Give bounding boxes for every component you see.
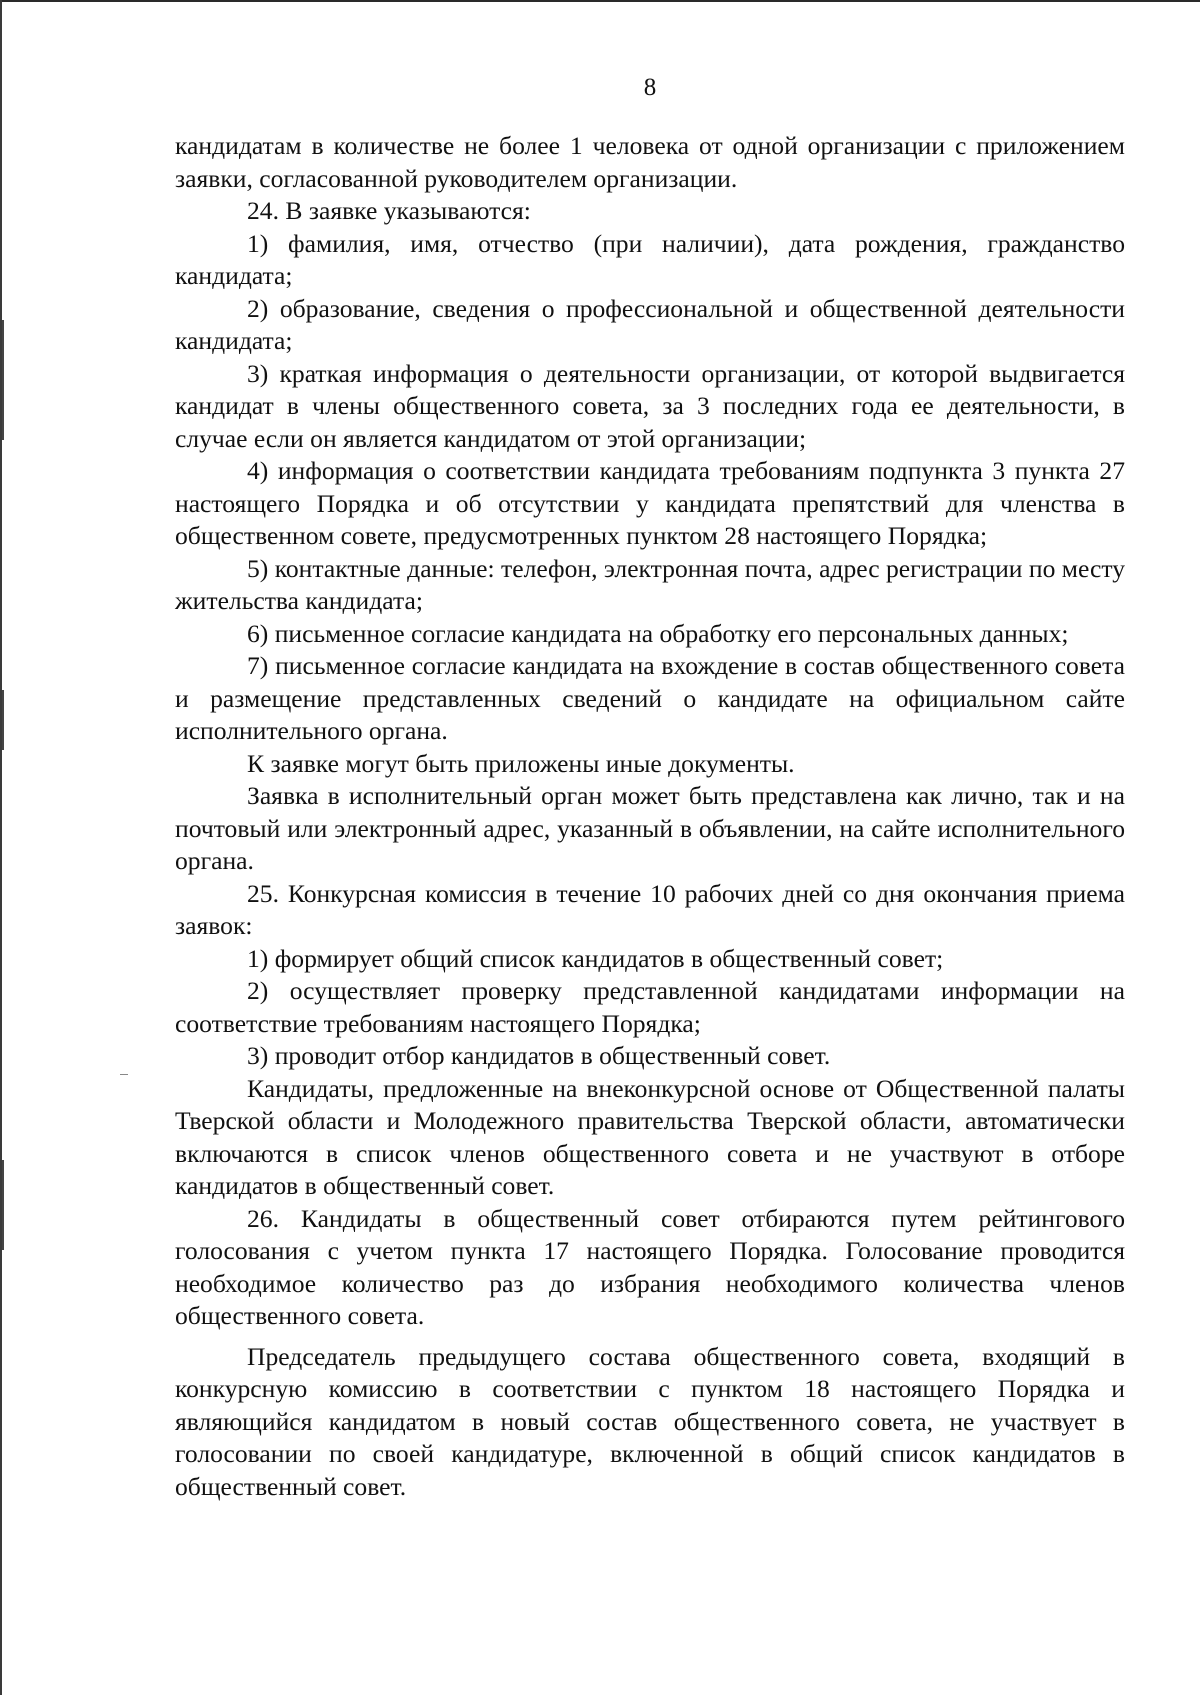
paragraph: Заявка в исполнительный орган может быть представлена как лично, так и на почтовый или электронный адрес, указанный в объявлении, на сайте исполнительного органа. xyxy=(175,781,1125,875)
paragraph: кандидатам в количестве не более 1 человека от одной организации с приложением заявки, согласованной руководителем организации. xyxy=(175,131,1125,193)
paragraph: К заявке могут быть приложены иные документы. xyxy=(247,748,795,778)
list-item: 2) образование, сведения о профессиональной и общественной деятельности кандидата; xyxy=(175,293,1125,355)
scan-edge-left xyxy=(0,0,2,1695)
list-item: 2) осуществляет проверку представленной кандидатами информации на соответствие требованиям настоящего Порядка; xyxy=(175,976,1125,1038)
list-item: 3) проводит отбор кандидатов в общественный совет. xyxy=(247,1041,831,1070)
list-item: 1) фамилия, имя, отчество (при наличии), дата рождения, гражданство кандидата; xyxy=(175,228,1125,290)
scan-edge-top xyxy=(0,0,1200,2)
paragraph: 24. В заявке указываются: xyxy=(247,196,531,225)
paragraph: Председатель предыдущего состава общественного совета, входящий в конкурсную комиссию в соответствии с пунктом 18 настоящего Порядка и являющийся кандидатом в новый состав общественного совета, не участвует в голосовании по своей кандидатуре, включенной в общий список кандидатов в общественный совет. xyxy=(175,1341,1125,1501)
paragraph: 25. Конкурсная комиссия в течение 10 рабочих дней со дня окончания приема заявок: xyxy=(175,878,1125,940)
scan-mark xyxy=(2,1160,4,1250)
paragraph: Кандидаты, предложенные на внеконкурсной основе от Общественной палаты Тверской области и Молодежного правительства Тверской области, автоматически включаются в список членов общественного совета и не участвуют в отборе кандидатов в общественный совет. xyxy=(175,1073,1125,1200)
list-item: 5) контактные данные: телефон, электронная почта, адрес регистрации по месту жительства кандидата; xyxy=(175,553,1125,615)
list-item: 6) письменное согласие кандидата на обработку его персональных данных; xyxy=(247,618,1069,648)
list-item: 7) письменное согласие кандидата на вхождение в состав общественного совета и размещение представленных сведений о кандидате на официальном сайте исполнительного органа. xyxy=(175,651,1125,745)
scan-mark xyxy=(2,690,4,750)
list-item: 4) информация о соответствии кандидата требованиям подпункта 3 пункта 27 настоящего Порядка и об отсутствии у кандидата препятствий для членства в общественном совете, предусмотренных пунктом 28 настоящего Порядка; xyxy=(175,456,1125,550)
paragraph: 26. Кандидаты в общественный совет отбираются путем рейтингового голосования с учетом пункта 17 настоящего Порядка. Голосование проводится необходимое количество раз до избрания необходимого количества членов общественного совета. xyxy=(175,1203,1125,1330)
list-item: 1) формирует общий список кандидатов в общественный совет; xyxy=(247,943,944,973)
list-item: 3) краткая информация о деятельности организации, от которой выдвигается кандидат в члены общественного совета, за 3 последних года ее деятельности, в случае если он является кандидатом от этой организации; xyxy=(175,358,1125,453)
page-number: 8 xyxy=(643,74,657,101)
scan-mark xyxy=(120,1074,128,1075)
document-body xyxy=(175,130,1125,1503)
scan-mark xyxy=(2,320,4,440)
